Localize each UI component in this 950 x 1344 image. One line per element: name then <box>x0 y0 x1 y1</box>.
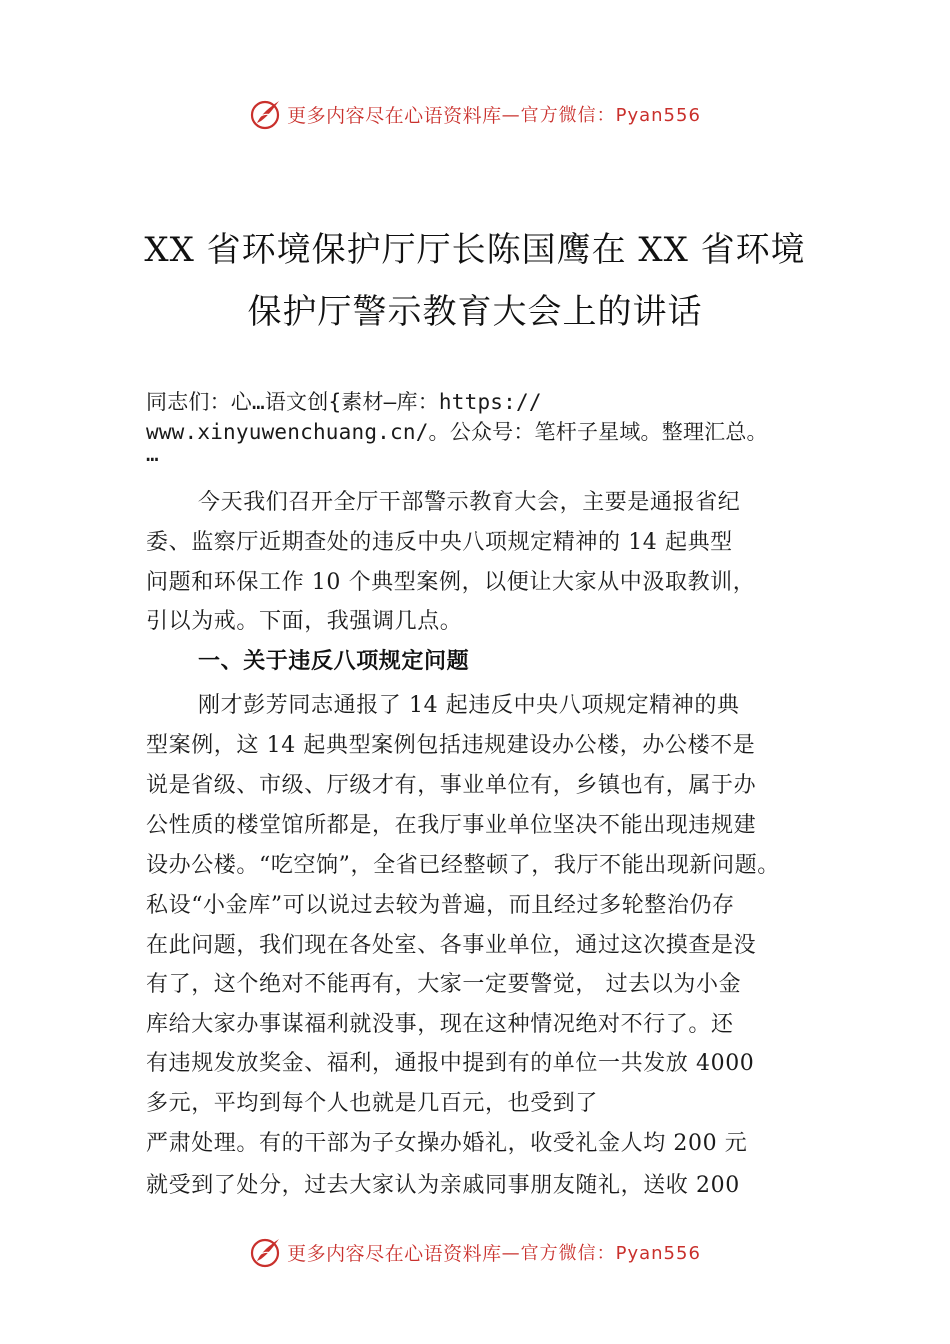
watermark-right-text: —官方微信：Pyan556 <box>501 1243 701 1264</box>
watermark-banner-bottom <box>0 1232 950 1272</box>
greeting-line-1: 同志们：心…语文创{素材—库：https:// <box>146 390 542 414</box>
paragraph-1-line: 今天我们召开全厅干部警示教育大会，主要是通报省纪 <box>198 490 741 515</box>
watermark-left-text: 更多内容尽在心语资料库 <box>287 104 502 127</box>
greeting-line-3: … <box>146 442 159 466</box>
paragraph-2-line: 型案例，这 14 起典型案例包括违规建设办公楼，办公楼不是 <box>146 733 756 758</box>
greeting-line-2: www.xinyuwenchuang.cn/。公众号：笔杆子星域。整理汇总。 <box>146 420 768 444</box>
watermark-left-text: 更多内容尽在心语资料库 <box>287 1242 502 1265</box>
paragraph-2-line: 刚才彭芳同志通报了 14 起违反中央八项规定精神的典 <box>198 693 740 718</box>
paragraph-2-line: 就受到了处分，过去大家认为亲戚同事朋友随礼，送收 200 <box>146 1173 740 1198</box>
paragraph-1-line: 引以为戒。下面，我强调几点。 <box>146 609 463 634</box>
paragraph-1-line: 问题和环保工作 10 个典型案例，以便让大家从中汲取教训， <box>146 570 756 595</box>
document-title-line-2: 保护厅警示教育大会上的讲话 <box>247 292 703 332</box>
watermark-right-text: —官方微信：Pyan556 <box>501 105 701 126</box>
quill-seal-icon <box>249 97 283 131</box>
quill-seal-icon <box>249 1235 283 1269</box>
paragraph-2-line: 有了，这个绝对不能再有，大家一定要警觉， 过去以为小金 <box>146 972 742 997</box>
paragraph-2-line: 多元，平均到每个人也就是几百元，也受到了 <box>146 1091 599 1116</box>
paragraph-2-line: 私设“小金库”可以说过去较为普遍，而且经过多轮整治仍存 <box>146 893 735 918</box>
paragraph-2-line: 严肃处理。有的干部为子女操办婚礼，收受礼金人均 200 元 <box>146 1131 748 1156</box>
paragraph-2-line: 库给大家办事谋福利就没事，现在这种情况绝对不行了。还 <box>146 1012 734 1037</box>
paragraph-2-line: 有违规发放奖金、福利，通报中提到有的单位一共发放 4000 <box>146 1051 755 1076</box>
paragraph-2-line: 说是省级、市级、厅级才有，事业单位有，乡镇也有，属于办 <box>146 773 757 798</box>
watermark-banner-top <box>0 94 950 134</box>
paragraph-2-line: 公性质的楼堂馆所都是，在我厅事业单位坚决不能出现违规建 <box>146 813 757 838</box>
section-heading-1: 一、关于违反八项规定问题 <box>198 649 470 674</box>
paragraph-1-line: 委、监察厅近期查处的违反中央八项规定精神的 14 起典型 <box>146 530 733 555</box>
document-title-line-1: XX 省环境保护厅厅长陈国鹰在 XX 省环境 <box>144 230 806 270</box>
paragraph-2-line: 设办公楼。“吃空饷”，全省已经整顿了，我厅不能出现新问题。 <box>146 853 780 878</box>
paragraph-2-line: 在此问题，我们现在各处室、各事业单位，通过这次摸查是没 <box>146 933 757 958</box>
